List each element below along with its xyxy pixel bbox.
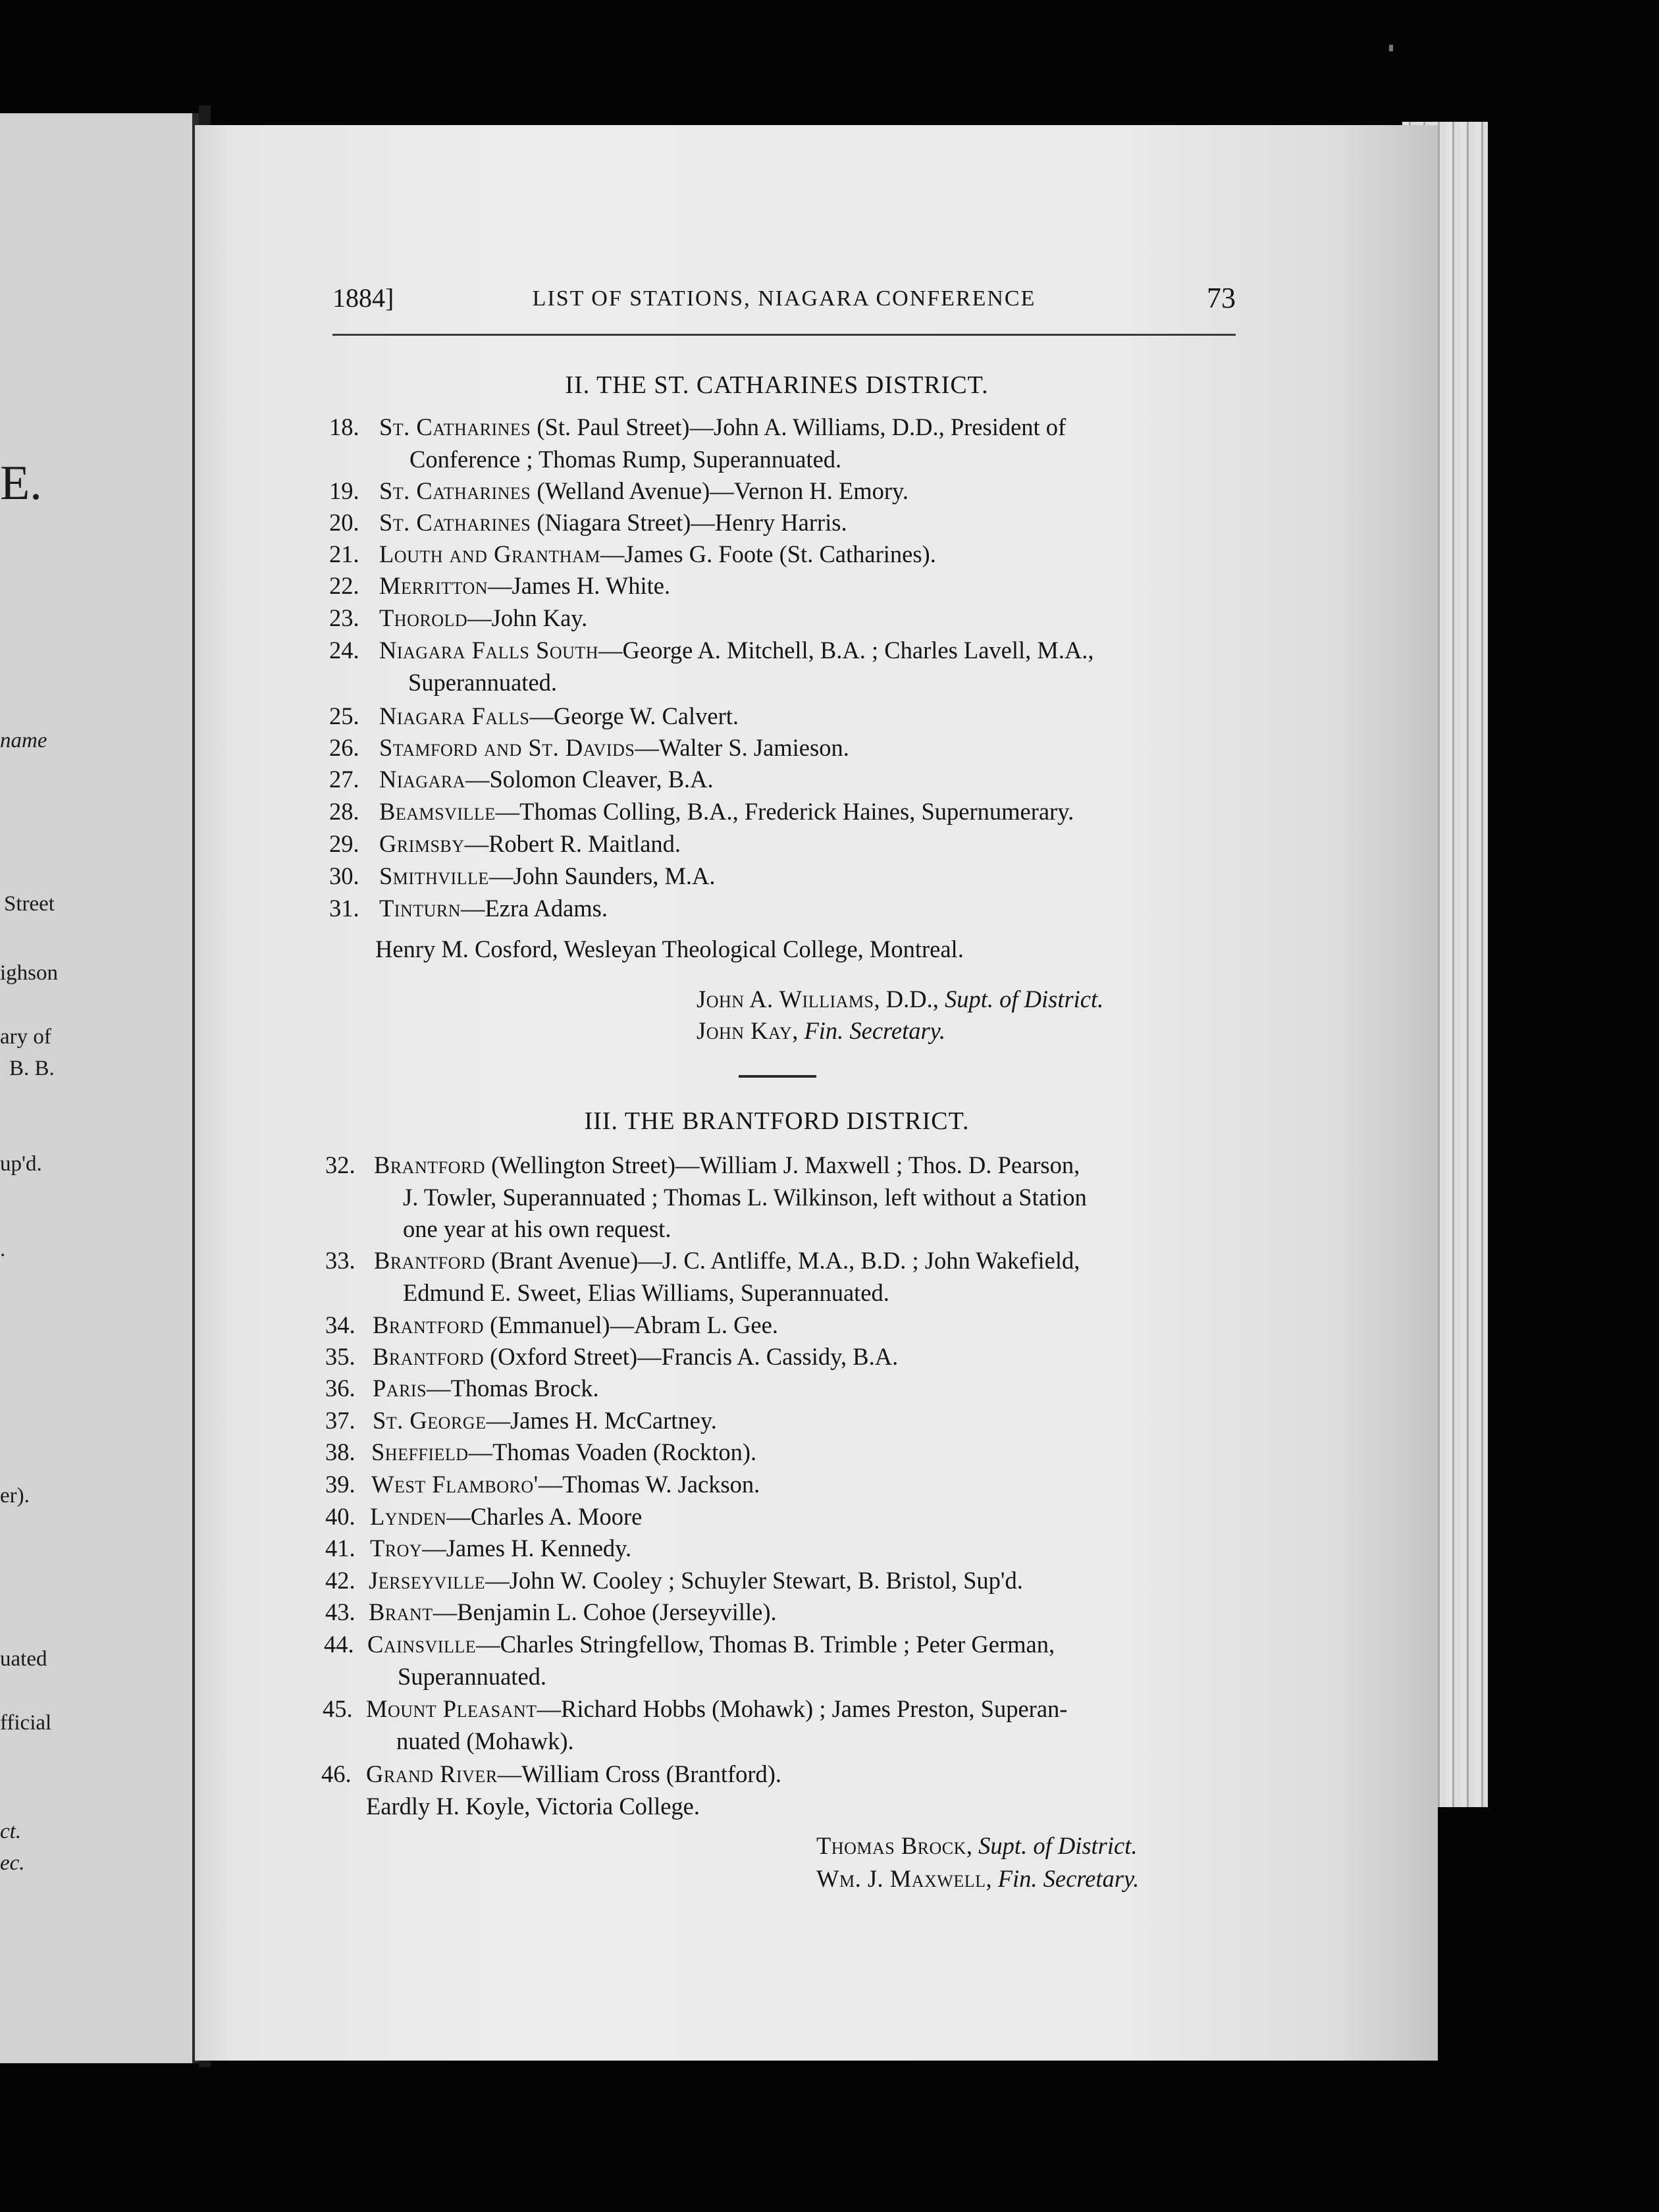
- station-entry: [379, 704, 739, 729]
- station-entry: [369, 1569, 1023, 1593]
- signatory-role: Fin. Secretary.: [804, 1017, 945, 1044]
- entry-number: 36.: [325, 1375, 356, 1402]
- district-heading: III. THE BRANTFORD DISTRICT.: [584, 1107, 970, 1135]
- station-details: —Walter S. Jamieson.: [635, 734, 849, 761]
- entry-number: 21.: [329, 540, 359, 567]
- station-entry: [374, 1249, 1080, 1273]
- signatory-name: Wm. J. Maxwell: [816, 1865, 986, 1892]
- station-name: Brantford: [373, 1311, 484, 1338]
- entry-number: 41.: [325, 1535, 356, 1562]
- left-page-fragment: uated: [0, 1647, 47, 1671]
- station-details: —Solomon Cleaver, B.A.: [465, 766, 714, 793]
- station-name: Smithville: [379, 862, 489, 889]
- station-details: —Charles Stringfellow, Thomas B. Trimble ; Peter German,: [476, 1631, 1055, 1658]
- entry-number: 30.: [329, 862, 359, 889]
- station-name: Troy: [370, 1535, 423, 1562]
- left-page-fragment: fficial: [0, 1711, 52, 1735]
- station-details: (Oxford Street)—Francis A. Cassidy, B.A.: [483, 1343, 899, 1370]
- station-entry: [371, 1440, 756, 1465]
- station-details: —Ezra Adams.: [461, 895, 608, 922]
- station-name: Niagara Falls: [379, 702, 530, 729]
- entry-number: 24.: [329, 637, 359, 664]
- station-entry: [371, 1473, 760, 1497]
- station-name: Paris: [373, 1375, 427, 1402]
- left-page-fragment: Street: [4, 892, 55, 916]
- station-entry: [379, 415, 1066, 440]
- signatory-separator: ,: [792, 1017, 804, 1044]
- station-name: St. Catharines: [379, 477, 531, 504]
- left-page-edge: [0, 113, 199, 2063]
- station-entry: [370, 1505, 642, 1529]
- station-details: (St. Paul Street)—John A. Williams, D.D., President of: [531, 413, 1066, 440]
- entry-number: 37.: [325, 1407, 356, 1434]
- station-details: —James G. Foote (St. Catharines).: [600, 540, 936, 567]
- station-entry: [379, 897, 608, 921]
- station-details: —James H. White.: [488, 572, 671, 599]
- left-page-fragment: ec.: [0, 1851, 25, 1875]
- left-page-fragment: up'd.: [0, 1152, 42, 1176]
- left-page-fragment: ighson: [0, 961, 59, 985]
- station-details: —Thomas Colling, B.A., Frederick Haines, Supernumerary.: [495, 798, 1074, 825]
- station-details: (Welland Avenue)—Vernon H. Emory.: [531, 477, 909, 504]
- station-name: St. Catharines: [379, 413, 531, 440]
- entry-number: 45.: [323, 1695, 353, 1722]
- station-entry: [379, 864, 716, 889]
- station-entry: [379, 736, 849, 760]
- left-page-fragment: ct.: [0, 1820, 22, 1843]
- signatory-separator: ,: [966, 1832, 979, 1859]
- entry-number: 29.: [329, 830, 359, 857]
- left-page-fragment: er).: [0, 1484, 30, 1508]
- station-entry: [373, 1377, 599, 1401]
- signatory-name: John A. Williams: [697, 986, 874, 1013]
- station-name: Brantford: [373, 1343, 484, 1370]
- entry-number: 27.: [329, 766, 359, 793]
- station-entry: [373, 1345, 898, 1369]
- secretary-signature: [697, 1019, 945, 1043]
- entry-number: 39.: [325, 1471, 356, 1498]
- station-continuation: Superannuated.: [398, 1663, 547, 1690]
- left-page-fragment: E.: [0, 456, 42, 510]
- entry-number: 35.: [325, 1343, 356, 1370]
- station-details: (Wellington Street)—William J. Maxwell ; Thos. D. Pearson,: [485, 1151, 1080, 1178]
- district-note: Henry M. Cosford, Wesleyan Theological College, Montreal.: [375, 935, 964, 962]
- station-name: Lynden: [370, 1503, 447, 1530]
- station-entry: [379, 511, 847, 535]
- station-name: Brantford: [374, 1247, 485, 1274]
- entry-number: 23.: [329, 604, 359, 631]
- station-continuation: Superannuated.: [408, 669, 558, 696]
- entry-number: 43.: [325, 1598, 356, 1625]
- station-entry: [379, 800, 1074, 824]
- entry-number: 44.: [324, 1631, 354, 1658]
- station-continuation: J. Towler, Superannuated ; Thomas L. Wilkinson, left without a Station: [403, 1184, 1087, 1211]
- station-name: St. Catharines: [379, 509, 531, 536]
- signatory-role: Supt. of District.: [944, 986, 1104, 1013]
- station-details: —John Saunders, M.A.: [488, 862, 716, 889]
- station-entry: [367, 1633, 1055, 1657]
- entry-number: 19.: [329, 477, 359, 504]
- station-name: Cainsville: [367, 1631, 477, 1658]
- station-entry: [369, 1600, 777, 1625]
- entry-number: 22.: [329, 572, 359, 599]
- station-name: Grimsby: [379, 830, 465, 857]
- station-continuation: Conference ; Thomas Rump, Superannuated.: [409, 446, 842, 473]
- station-entry: [370, 1537, 631, 1561]
- station-name: Louth and Grantham: [379, 540, 600, 567]
- station-entry: [379, 479, 908, 504]
- district-heading: II. THE ST. CATHARINES DISTRICT.: [565, 371, 989, 399]
- station-details: —Benjamin L. Cohoe (Jerseyville).: [433, 1598, 777, 1625]
- station-details: —John W. Cooley ; Schuyler Stewart, B. Bristol, Sup'd.: [485, 1567, 1023, 1594]
- station-name: Niagara Falls South: [379, 637, 599, 664]
- station-entry: [373, 1313, 778, 1338]
- entry-number: 46.: [321, 1760, 352, 1787]
- station-name: Brantford: [374, 1151, 485, 1178]
- station-entry: [379, 768, 714, 792]
- station-details: —Charles A. Moore: [446, 1503, 643, 1530]
- running-header: [332, 280, 1236, 336]
- station-continuation: Edmund E. Sweet, Elias Williams, Superannuated.: [403, 1279, 889, 1306]
- station-name: Tinturn: [379, 895, 461, 922]
- header-year: 1884]: [332, 283, 394, 313]
- district-note: Eardly H. Koyle, Victoria College.: [366, 1793, 700, 1820]
- station-details: —Thomas Brock.: [427, 1375, 599, 1402]
- station-entry: [379, 832, 681, 856]
- station-name: Beamsville: [379, 798, 496, 825]
- page-number: 73: [1207, 282, 1236, 314]
- station-details: —Robert R. Maitland.: [464, 830, 681, 857]
- scan-speck: [1389, 45, 1393, 51]
- station-details: —Thomas W. Jackson.: [538, 1471, 760, 1498]
- station-name: Merritton: [379, 572, 488, 599]
- station-name: Stamford and St. Davids: [379, 734, 635, 761]
- superintendent-signature: [697, 988, 1103, 1012]
- station-details: —William Cross (Brantford).: [497, 1760, 782, 1787]
- section-divider: [739, 1075, 816, 1078]
- station-entry: [366, 1697, 1067, 1722]
- entry-number: 25.: [329, 702, 359, 729]
- station-continuation: nuated (Mohawk).: [396, 1727, 574, 1754]
- station-details: —James H. McCartney.: [486, 1407, 717, 1434]
- station-name: Brant: [369, 1598, 433, 1625]
- station-details: —John Kay.: [467, 604, 588, 631]
- station-entry: [379, 574, 670, 598]
- station-entry: [379, 542, 936, 567]
- station-name: West Flamboro': [371, 1471, 539, 1498]
- entry-number: 28.: [329, 798, 359, 825]
- entry-number: 32.: [325, 1151, 356, 1178]
- entry-number: 18.: [329, 413, 359, 440]
- station-name: Grand River: [366, 1760, 498, 1787]
- station-name: Sheffield: [371, 1438, 469, 1465]
- entry-number: 42.: [325, 1567, 356, 1594]
- station-name: Thorold: [379, 604, 468, 631]
- station-details: (Emmanuel)—Abram L. Gee.: [483, 1311, 778, 1338]
- signatory-name: Thomas Brock: [816, 1832, 966, 1859]
- superintendent-signature: [816, 1834, 1138, 1858]
- station-name: Mount Pleasant: [366, 1695, 537, 1722]
- station-details: (Brant Avenue)—J. C. Antliffe, M.A., B.D. ; John Wakefield,: [485, 1247, 1080, 1274]
- entry-number: 40.: [325, 1503, 356, 1530]
- left-page-fragment: ary of: [0, 1025, 51, 1049]
- entry-number: 31.: [329, 895, 359, 922]
- station-continuation: one year at his own request.: [403, 1215, 672, 1242]
- entry-number: 33.: [325, 1247, 356, 1274]
- signatory-separator: ,: [986, 1865, 998, 1892]
- secretary-signature: [816, 1867, 1139, 1891]
- station-details: (Niagara Street)—Henry Harris.: [531, 509, 847, 536]
- station-name: Jerseyville: [369, 1567, 486, 1594]
- left-page-fragment: name: [0, 729, 47, 752]
- station-entry: [379, 639, 1094, 663]
- signatory-role: Supt. of District.: [978, 1832, 1138, 1859]
- station-details: —Richard Hobbs (Mohawk) ; James Preston, Superan-: [537, 1695, 1068, 1722]
- entry-number: 38.: [325, 1438, 356, 1465]
- signatory-name: John Kay: [697, 1017, 793, 1044]
- station-entry: [373, 1409, 717, 1433]
- entry-number: 34.: [325, 1311, 356, 1338]
- signatory-degree: , D.D.,: [874, 986, 945, 1013]
- entry-number: 26.: [329, 734, 359, 761]
- entry-number: 20.: [329, 509, 359, 536]
- signatory-role: Fin. Secretary.: [997, 1865, 1140, 1892]
- station-name: Niagara: [379, 766, 465, 793]
- left-page-fragment: B. B.: [9, 1057, 55, 1080]
- header-title: LIST OF STATIONS, NIAGARA CONFERENCE: [532, 286, 1036, 311]
- station-details: —James H. Kennedy.: [422, 1535, 632, 1562]
- station-details: —Thomas Voaden (Rockton).: [468, 1438, 757, 1465]
- station-name: St. George: [373, 1407, 487, 1434]
- station-entry: [379, 606, 587, 631]
- station-details: —George A. Mitchell, B.A. ; Charles Lavell, M.A.,: [598, 637, 1094, 664]
- station-entry: [366, 1762, 781, 1787]
- station-details: —George W. Calvert.: [529, 702, 739, 729]
- left-page-fragment: .: [0, 1238, 6, 1261]
- station-entry: [374, 1153, 1080, 1178]
